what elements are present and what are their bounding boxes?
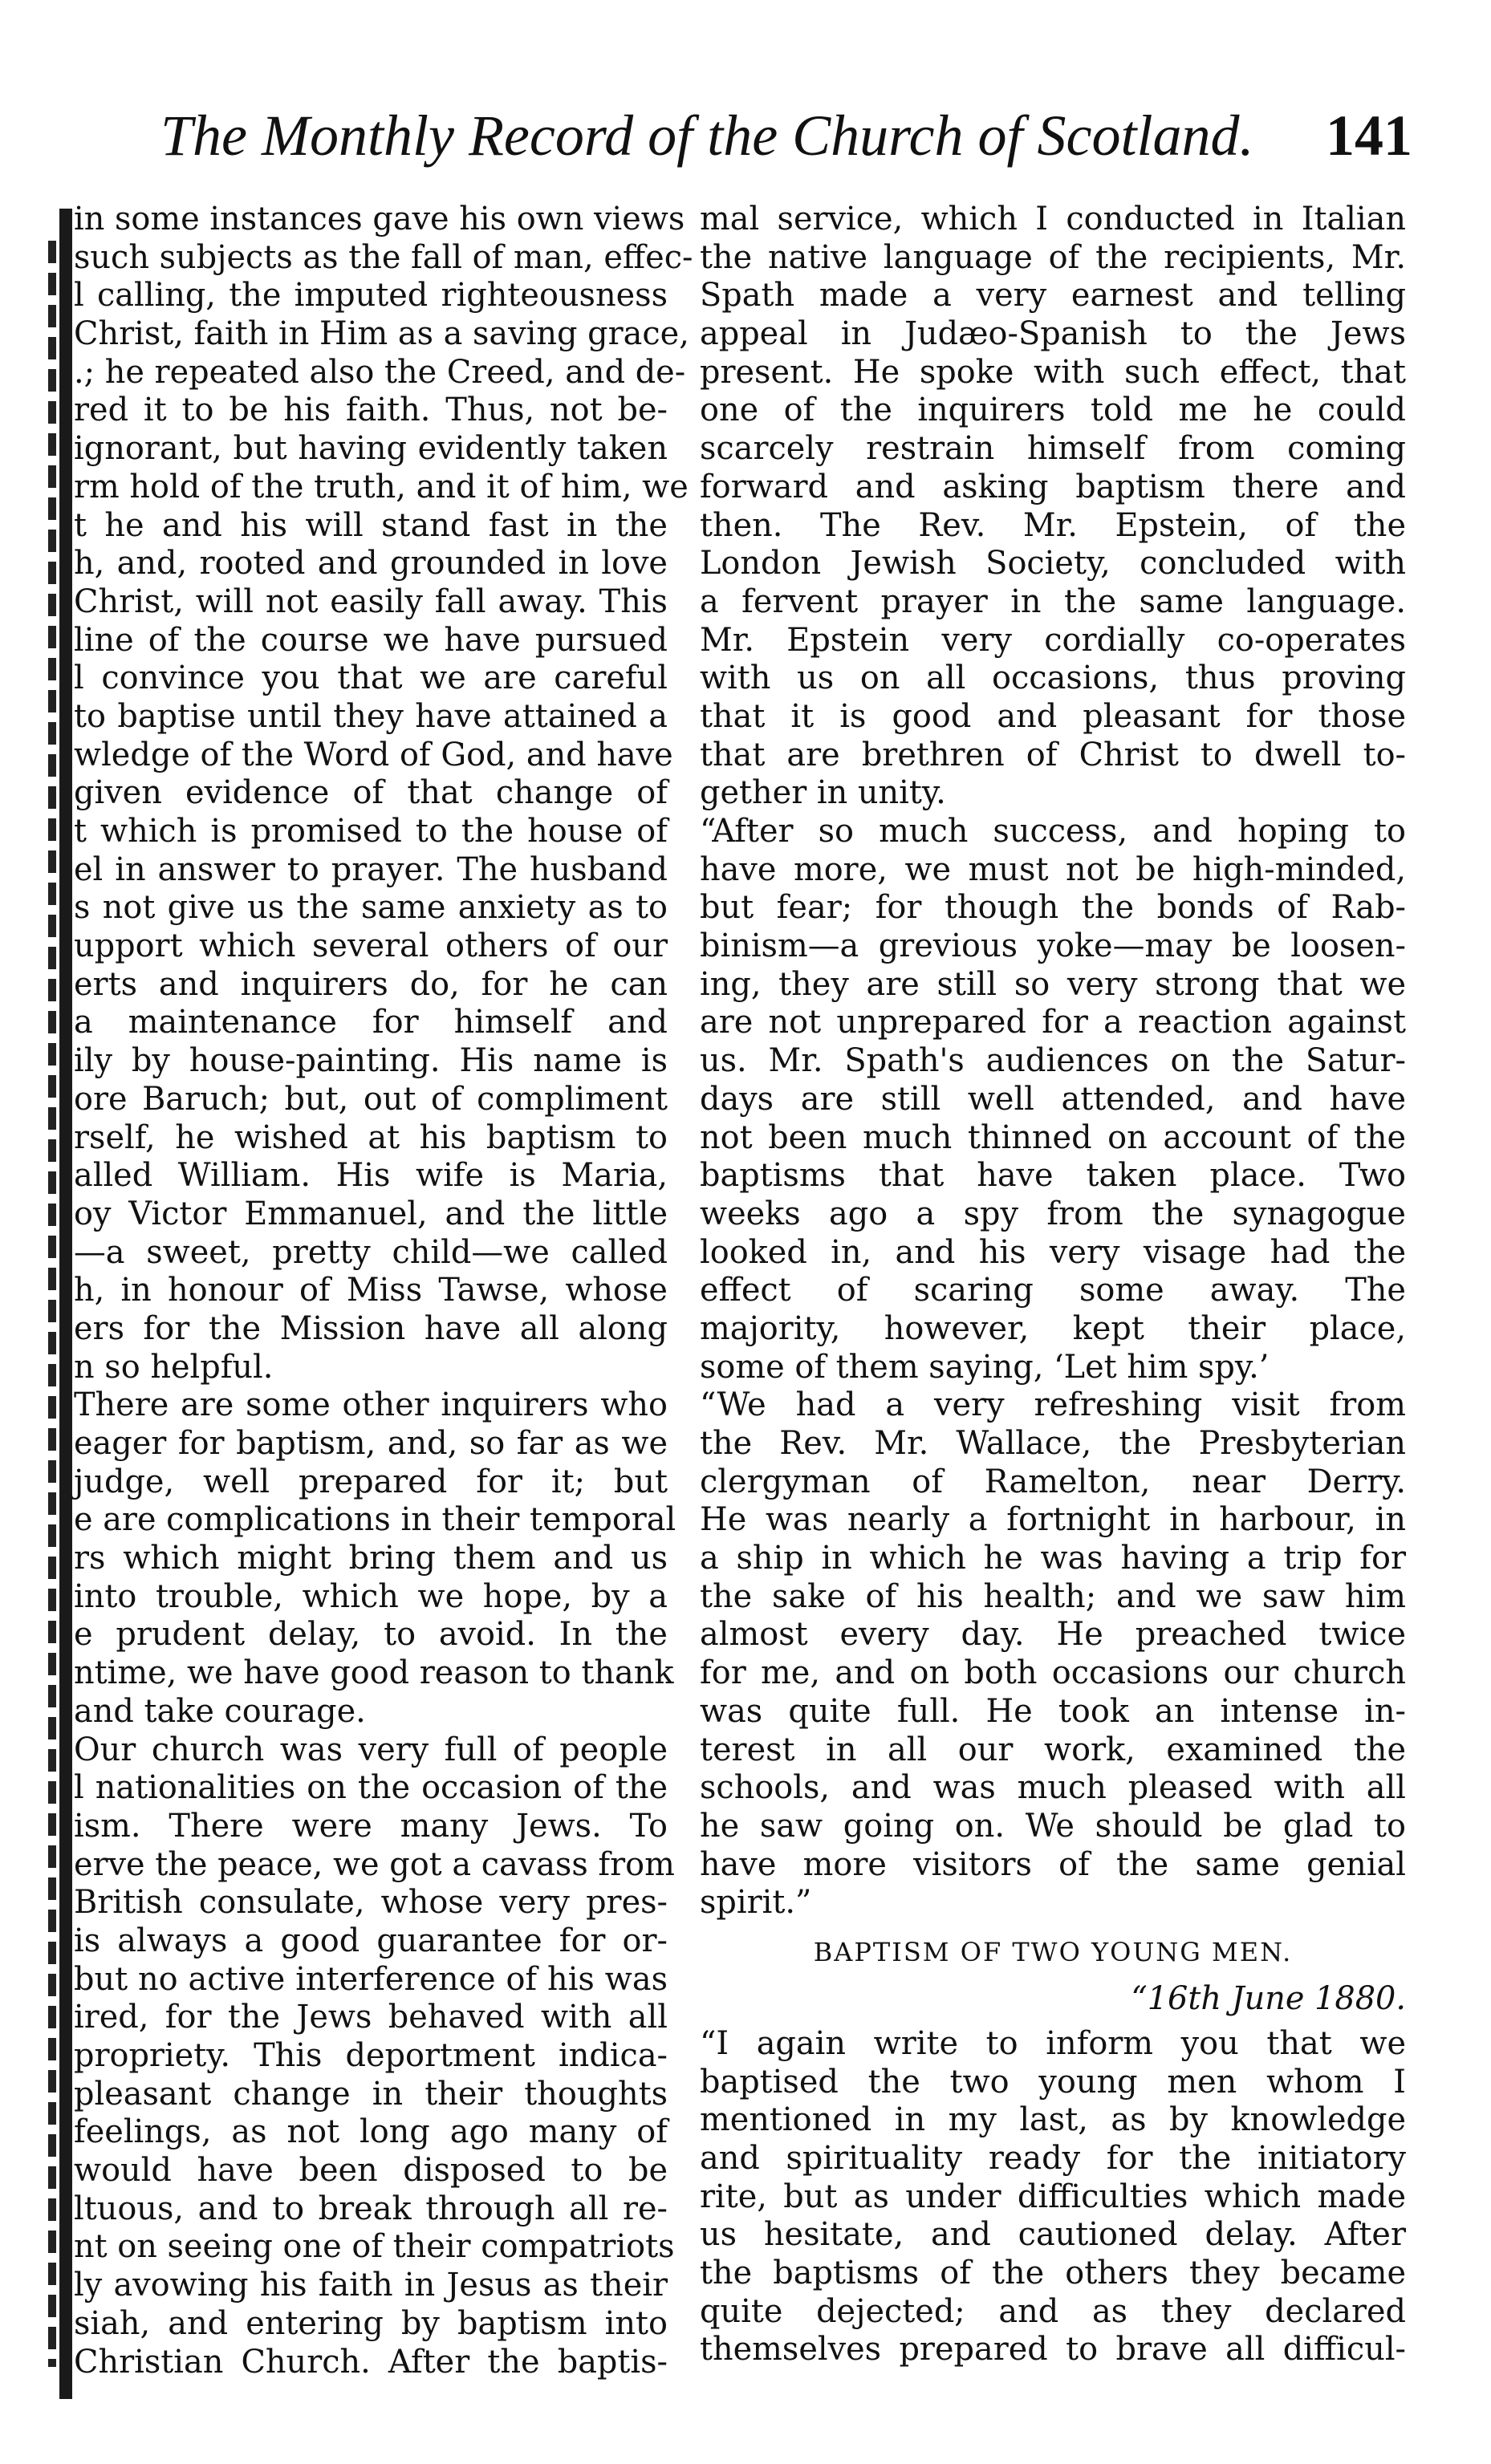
text-line: Christ, faith in Him as a saving grace, [74, 315, 689, 353]
text-line: such subjects as the fall of man, effec- [74, 238, 693, 276]
text-line: baptisms that have taken place. Two [700, 1157, 1406, 1195]
text-line: l nationalities on the occasion of the [74, 1769, 668, 1807]
text-line: Spath made a very earnest and telling [700, 277, 1406, 315]
text-line: are not unprepared for a reaction against [700, 1004, 1406, 1041]
text-line: ily by house-painting. His name is [74, 1042, 668, 1080]
text-line: siah, and entering by baptism into [74, 2304, 668, 2342]
text-line: is always a good guarantee for or- [74, 1922, 668, 1959]
text-line: that are brethren of Christ to dwell to- [700, 736, 1406, 773]
text-line: forward and asking baptism there and [700, 468, 1406, 505]
text-line: mentioned in my last, as by knowledge [700, 2101, 1406, 2139]
text-line: have more visitors of the same genial [700, 1845, 1406, 1883]
text-line: a fervent prayer in the same language. [700, 583, 1406, 620]
text-line: n so helpful. [74, 1348, 274, 1386]
text-line: e prudent delay, to avoid. In the [74, 1616, 668, 1654]
text-line: would have been disposed to be [74, 2152, 668, 2190]
text-line: was quite full. He took an intense in- [700, 1692, 1406, 1730]
running-title: The Monthly Record of the Church of Scotland. [160, 104, 1254, 168]
text-line: that it is good and pleasant for those [700, 697, 1406, 735]
text-line: ired, for the Jews behaved with all [74, 1999, 668, 2036]
text-line: with us on all occasions, thus proving [700, 660, 1406, 697]
text-line: mal service, which I conducted in Italian [700, 201, 1406, 237]
text-line: ers for the Mission have all along [74, 1309, 668, 1347]
text-line: ore Baruch; but, out of compliment [74, 1080, 668, 1118]
binding-edge-texture [48, 241, 56, 2367]
text-line: ntime, we have good reason to thank [74, 1654, 674, 1692]
right-column-top-text [700, 201, 1406, 1922]
text-line: have more, we must not be high-minded, [700, 850, 1406, 888]
text-line: a ship in which he was having a trip for [700, 1540, 1406, 1577]
text-line: There are some other inquirers who [74, 1386, 668, 1424]
text-line: for me, and on both occasions our church [700, 1654, 1406, 1692]
text-line: days are still well attended, and have [700, 1080, 1406, 1118]
text-line: the sake of his health; and we saw him [700, 1577, 1406, 1615]
text-line: a maintenance for himself and [74, 1004, 668, 1041]
text-line: t which is promised to the house of [74, 813, 668, 850]
page-header [144, 103, 1412, 175]
text-line: then. The Rev. Mr. Epstein, of the [700, 506, 1406, 544]
text-line: but fear; for though the bonds of Rab- [700, 889, 1406, 927]
text-line: us hesitate, and cautioned delay. After [700, 2216, 1406, 2254]
text-line: clergyman of Ramelton, near Derry. [700, 1463, 1406, 1500]
text-line: ly avowing his faith in Jesus as their [74, 2267, 668, 2304]
binding-edge-shadow [59, 209, 72, 2399]
text-line: t he and his will stand fast in the [74, 506, 668, 544]
text-line: one of the inquirers told me he could [700, 392, 1406, 429]
text-line: “We had a very refreshing visit from [700, 1386, 1406, 1424]
text-line: but no active interference of his was [74, 1960, 668, 1998]
text-line: Mr. Epstein very cordially co-operates [700, 621, 1406, 659]
text-line: ignorant, but having evidently taken [74, 430, 668, 468]
text-line: spirit.” [700, 1884, 812, 1922]
text-line: present. He spoke with such effect, that [700, 353, 1406, 391]
text-line: terest in all our work, examined the [700, 1731, 1406, 1768]
text-line: not been much thinned on account of the [700, 1118, 1406, 1156]
text-line: scarcely restrain himself from coming [700, 430, 1406, 468]
text-line: London Jewish Society, concluded with [700, 545, 1406, 583]
text-line: eager for baptism, and, so far as we [74, 1425, 668, 1462]
page-number: 141 [1326, 104, 1412, 168]
text-line: alled William. His wife is Maria, [74, 1157, 668, 1195]
text-line: He was nearly a fortnight in harbour, in [700, 1501, 1406, 1539]
text-line: line of the course we have pursued [74, 621, 668, 659]
text-line: Christian Church. After the baptis- [74, 2343, 668, 2381]
section-subheading: BAPTISM OF TWO YOUNG MEN. [813, 1936, 1293, 1967]
text-line: almost every day. He preached twice [700, 1616, 1406, 1654]
text-line: wledge of the Word of God, and have [74, 736, 673, 773]
text-line: ism. There were many Jews. To [74, 1807, 668, 1845]
text-line: h, and, rooted and grounded in love [74, 545, 668, 583]
left-column [74, 201, 693, 2381]
text-line: given evidence of that change of [74, 774, 668, 812]
text-line: judge, well prepared for it; but [74, 1463, 668, 1500]
text-line: red it to be his faith. Thus, not be- [74, 392, 668, 429]
text-line: baptised the two young men whom I [700, 2063, 1406, 2101]
text-line: s not give us the same anxiety as to [74, 889, 668, 927]
text-line: and spirituality ready for the initiatory [700, 2140, 1406, 2177]
text-line: e are complications in their temporal [74, 1501, 676, 1539]
text-line: upport which several others of our [74, 928, 668, 965]
text-line: to baptise until they have attained a [74, 697, 668, 735]
text-line: us. Mr. Spath's audiences on the Satur- [700, 1042, 1406, 1080]
text-line: some of them saying, ‘Let him spy.’ [700, 1348, 1270, 1386]
text-line: nt on seeing one of their compatriots [74, 2228, 675, 2266]
text-line: l calling, the imputed righteousness [74, 277, 668, 315]
text-line: feelings, as not long ago many of [74, 2113, 668, 2151]
text-line: effect of scaring some away. The [700, 1272, 1406, 1309]
text-line: ing, they are still so very strong that we [700, 965, 1406, 1003]
text-line: .; he repeated also the Creed, and de- [74, 353, 686, 391]
text-line: erve the peace, we got a cavass from [74, 1845, 675, 1883]
text-line: ltuous, and to break through all re- [74, 2190, 668, 2227]
text-line: Christ, will not easily fall away. This [74, 583, 668, 620]
text-line: themselves prepared to brave all difficul- [700, 2331, 1406, 2369]
right-column-bottom-text [700, 2025, 1406, 2369]
text-line: majority, however, kept their place, [700, 1309, 1406, 1347]
text-line: “I again write to inform you that we [700, 2024, 1406, 2062]
text-line: pleasant change in their thoughts [74, 2075, 668, 2113]
text-line: weeks ago a spy from the synagogue [700, 1195, 1406, 1232]
text-line: he saw going on. We should be glad to [700, 1807, 1406, 1845]
text-line: into trouble, which we hope, by a [74, 1577, 668, 1615]
text-line: binism—a grevious yoke—may be loosen- [700, 928, 1406, 965]
text-line: —a sweet, pretty child—we called [74, 1233, 668, 1271]
text-line: the baptisms of the others they became [700, 2255, 1406, 2292]
text-line: el in answer to prayer. The husband [74, 850, 668, 888]
text-line: rs which might bring them and us [74, 1540, 668, 1577]
text-line: h, in honour of Miss Tawse, whose [74, 1272, 668, 1309]
text-line: oy Victor Emmanuel, and the little [74, 1195, 668, 1232]
text-line: rm hold of the truth, and it of him, we [74, 468, 689, 505]
text-line: l convince you that we are careful [74, 660, 668, 697]
text-line: the native language of the recipients, Mr. [700, 238, 1406, 276]
right-column [700, 201, 1406, 2369]
text-line: rself, he wished at his baptism to [74, 1118, 668, 1156]
text-line: appeal in Judæo-Spanish to the Jews [700, 315, 1406, 353]
text-line: British consulate, whose very pres- [74, 1884, 668, 1922]
text-line: propriety. This deportment indica- [74, 2037, 668, 2074]
text-line: quite dejected; and as they declared [700, 2292, 1406, 2330]
letter-dateline: “16th June 1880. [1131, 1979, 1406, 2017]
text-line: and take courage. [74, 1692, 366, 1730]
text-line: schools, and was much pleased with all [700, 1769, 1406, 1807]
text-line: looked in, and his very visage had the [700, 1233, 1406, 1271]
text-line: Our church was very full of people [74, 1731, 668, 1768]
text-line: erts and inquirers do, for he can [74, 965, 668, 1003]
text-line: in some instances gave his own views [74, 201, 685, 237]
text-line: rite, but as under difficulties which made [700, 2178, 1406, 2215]
text-line: gether in unity. [700, 774, 946, 812]
text-line: the Rev. Mr. Wallace, the Presbyterian [700, 1425, 1406, 1462]
text-line: “After so much success, and hoping to [700, 813, 1406, 850]
